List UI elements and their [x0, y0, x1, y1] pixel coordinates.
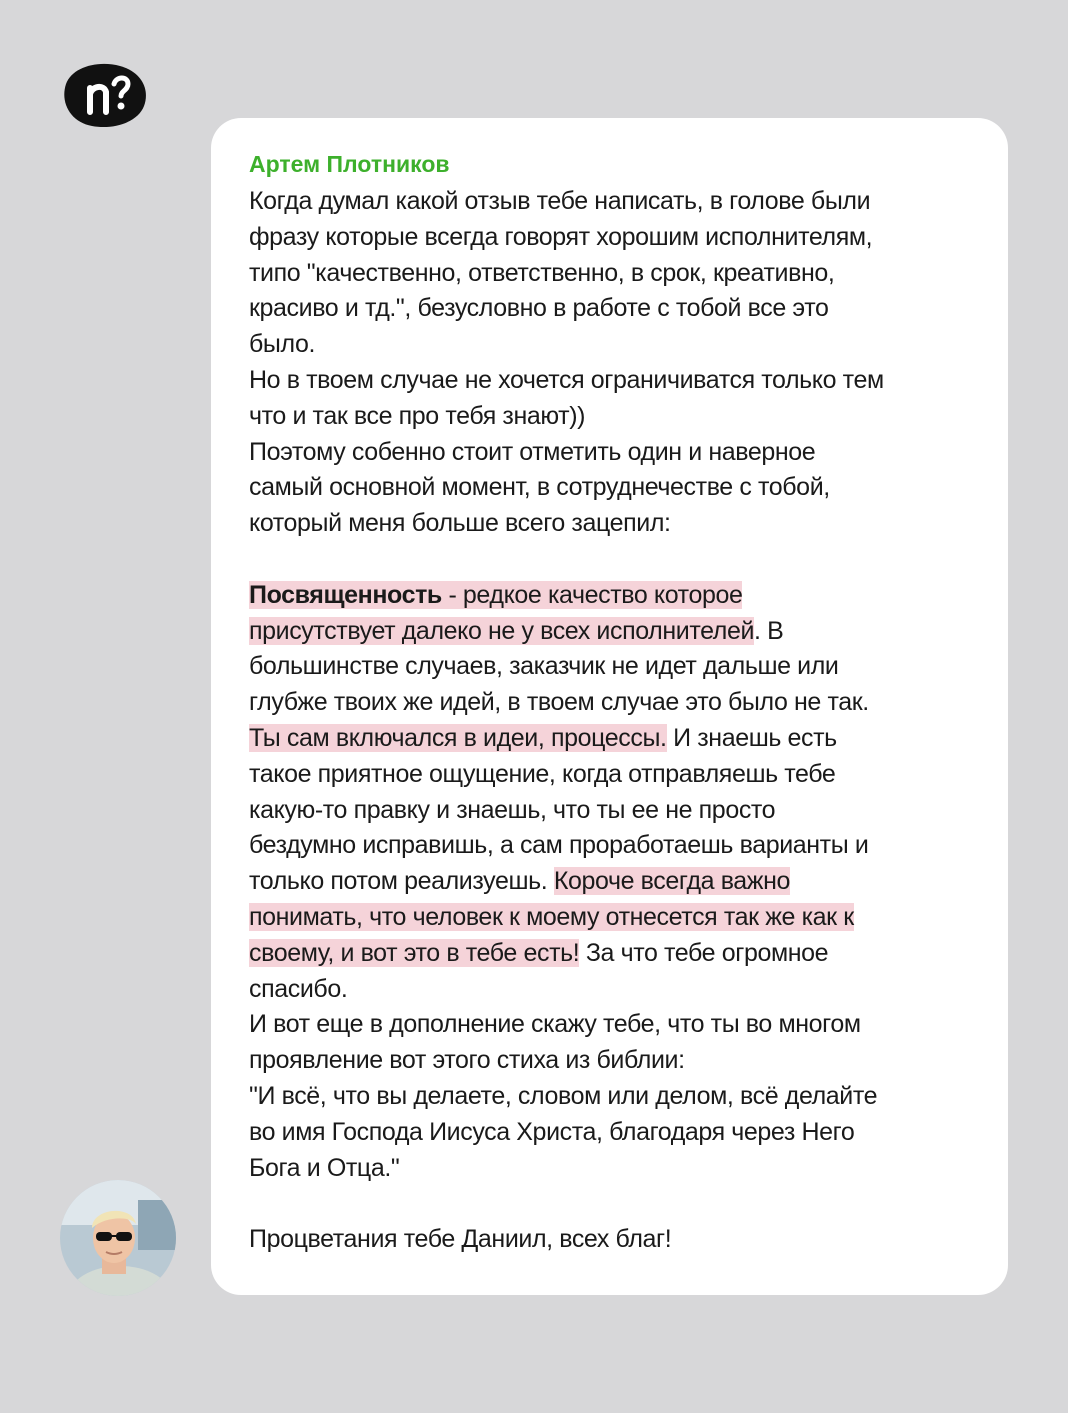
message-line: который меня больше всего зацепил: — [249, 509, 671, 538]
message-line: И вот еще в дополнение скажу тебе, что ты во многом — [249, 1010, 861, 1039]
highlight: Посвященность - редкое качество которое — [249, 580, 743, 609]
message-line: проявление вот этого стиха из библии: — [249, 1046, 685, 1075]
message-line: только потом реализуешь. Короче всегда важно — [249, 867, 791, 896]
user-avatar — [60, 1180, 176, 1296]
message-line — [249, 578, 978, 614]
author-name: Артем Плотников — [249, 151, 450, 177]
highlight: своему, и вот это в тебе есть! — [249, 938, 580, 967]
message-line: во имя Господа Иисуса Христа, благодаря через Него — [249, 1117, 855, 1146]
highlight: понимать, что человек к моему отнесется так же как к — [249, 902, 854, 931]
message-line: большинстве случаев, заказчик не идет дальше или — [249, 652, 839, 681]
paragraph-gap — [249, 542, 978, 578]
paragraph-gap — [249, 1186, 978, 1222]
message-line: самый основной момент, в сотруднечестве с тобой, — [249, 473, 830, 502]
message-text — [249, 184, 978, 1258]
message-line: что и так все про тебя знают)) — [249, 401, 586, 430]
message-line: Но в твоем случае не хочется ограничиватся только тем — [249, 365, 884, 394]
message-line: такое приятное ощущение, когда отправляешь тебе — [249, 759, 836, 788]
message-line: красиво и тд.", безусловно в работе с тобой все это — [249, 294, 829, 323]
message-line: Ты сам включался в идеи, процессы. И знаешь есть — [249, 723, 837, 752]
highlight: присутствует далеко не у всех исполнителей — [249, 616, 755, 645]
message-line: спасибо. — [249, 974, 348, 1003]
message-line: присутствует далеко не у всех исполнителей. В — [249, 616, 784, 645]
highlight: Ты сам включался в идеи, процессы. — [249, 723, 667, 752]
message-line: какую-то правку и знаешь, что ты ее не просто — [249, 795, 776, 824]
message-line: Когда думал какой отзыв тебе написать, в голове были — [249, 187, 871, 215]
message-line: бездумно исправишь, а сам проработаешь варианты и — [249, 831, 869, 860]
message-line: фразу которые всегда говорят хорошим исполнителям, — [249, 222, 873, 251]
message-line — [249, 900, 978, 936]
message-line: было. — [249, 330, 316, 359]
review-message-bubble — [211, 118, 1008, 1295]
message-line: своему, и вот это в тебе есть! За что тебе огромное — [249, 938, 829, 967]
message-line: Бога и Отца." — [249, 1153, 400, 1182]
closing-line: Процветания тебе Даниил, всех благ! — [249, 1225, 672, 1254]
message-line: Поэтому собенно стоит отметить один и наверное — [249, 437, 816, 466]
highlight: Короче всегда важно — [553, 867, 791, 896]
message-line: глубже твоих же идей, в твоем случае это было не так. — [249, 688, 869, 717]
message-line: типо "качественно, ответственно, в срок, креативно, — [249, 258, 835, 287]
message-line: "И всё, что вы делаете, словом или делом, всё делайте — [249, 1081, 878, 1110]
brand-logo-icon — [58, 62, 148, 130]
keyword-bold: Посвященность — [249, 580, 442, 609]
